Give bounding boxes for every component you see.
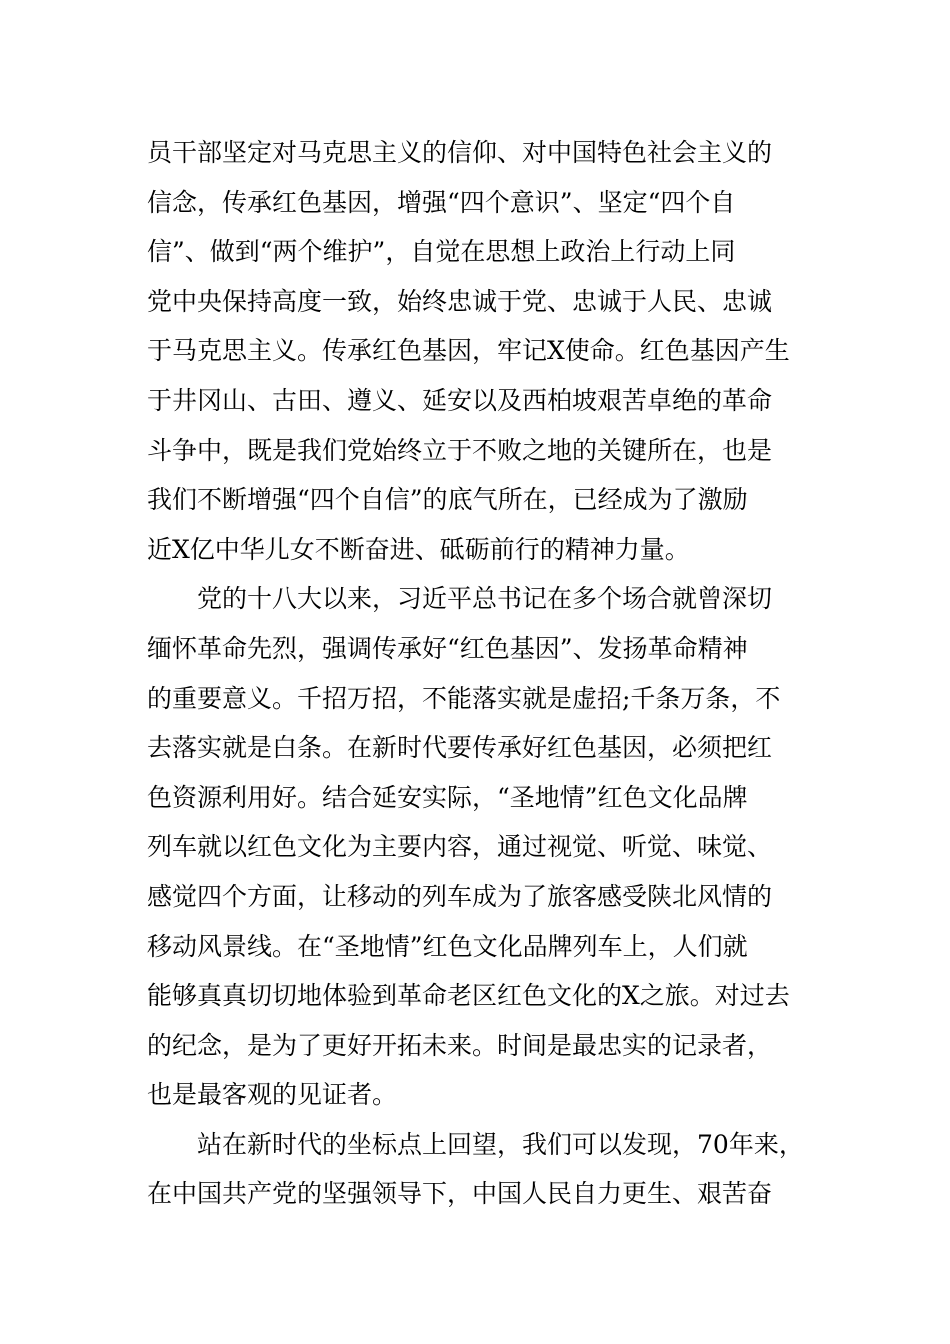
text-line: 也是最客观的见证者。 — [147, 1080, 398, 1110]
text-line: 在中国共产党的坚强领导下，中国人民自力更生、艰苦奋 — [147, 1179, 773, 1209]
text-line: 移动风景线。在“圣地情”红色文化品牌列车上，人们就 — [147, 931, 748, 961]
text-line: 于井冈山、古田、遵义、延安以及西柏坡艰苦卓绝的革命 — [147, 385, 773, 415]
paragraph-3 — [147, 1120, 807, 1219]
paragraph-2 — [147, 574, 807, 1120]
text-line: 近X亿中华儿女不断奋进、砥砺前行的精神力量。 — [147, 534, 690, 564]
text-line: 缅怀革命先烈，强调传承好“红色基因”、发扬革命精神 — [147, 633, 748, 663]
text-line: 列车就以红色文化为主要内容，通过视觉、听觉、味觉、 — [147, 832, 773, 862]
text-line: 站在新时代的坐标点上回望，我们可以发现，70年来， — [197, 1129, 804, 1159]
paragraph-1 — [147, 128, 807, 574]
text-line: 去落实就是白条。在新时代要传承好红色基因，必须把红 — [147, 733, 773, 763]
text-line: 党中央保持高度一致，始终忠诚于党、忠诚于人民、忠诚 — [147, 286, 773, 316]
text-line: 员干部坚定对马克思主义的信仰、对中国特色社会主义的 — [147, 138, 773, 167]
text-line: 的纪念，是为了更好开拓未来。时间是最忠实的记录者， — [147, 1030, 773, 1060]
text-line: 信念，传承红色基因，增强“四个意识”、坚定“四个自 — [147, 187, 736, 217]
text-line: 于马克思主义。传承红色基因，牢记X使命。红色基因产生 — [147, 336, 790, 366]
text-line: 斗争中，既是我们党始终立于不败之地的关键所在，也是 — [147, 435, 773, 465]
text-line: 感觉四个方面，让移动的列车成为了旅客感受陕北风情的 — [147, 881, 773, 911]
text-line: 信”、做到“两个维护”，自觉在思想上政治上行动上同 — [147, 237, 736, 267]
document-body — [147, 128, 807, 1219]
text-line: 能够真真切切地体验到革命老区红色文化的X之旅。对过去 — [147, 981, 790, 1011]
text-line: 的重要意义。千招万招，不能落实就是虚招;千条万条，不 — [147, 683, 781, 713]
text-line: 我们不断增强“四个自信”的底气所在，已经成为了激励 — [147, 485, 748, 515]
text-line: 色资源利用好。结合延安实际，“圣地情”红色文化品牌 — [147, 782, 748, 812]
text-line: 党的十八大以来，习近平总书记在多个场合就曾深切 — [197, 584, 773, 614]
